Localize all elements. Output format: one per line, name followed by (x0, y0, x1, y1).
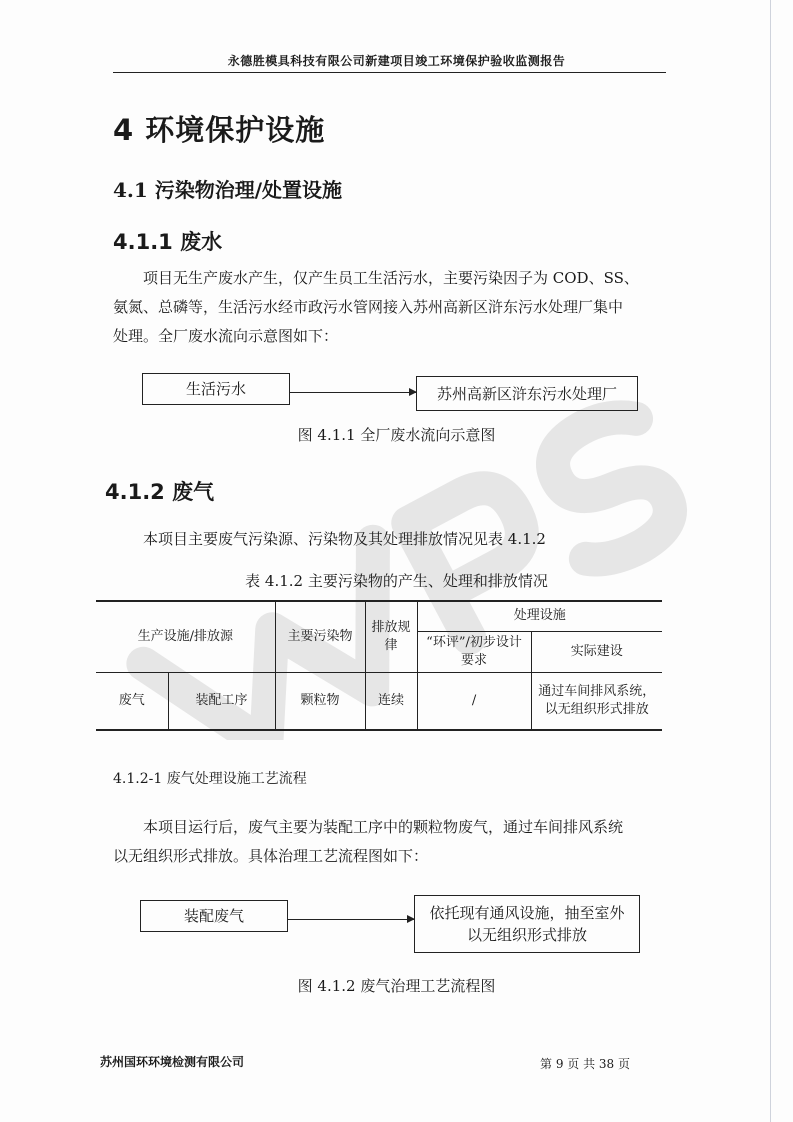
table-row (96, 672, 662, 730)
flow-arrow (288, 919, 414, 920)
paragraph-line: 项目无生产废水产生，仅产生员工生活污水，主要污染因子为 COD、SS、 (143, 269, 639, 287)
header-facility: 处理设施 (417, 601, 662, 631)
header-rule: 排放规律 (365, 601, 417, 672)
table-caption-4-1-2: 表 4.1.2 主要污染物的产生、处理和排放情况 (245, 572, 548, 590)
flow-box-assembly-gas: 装配废气 (140, 900, 288, 932)
paragraph-line: 本项目运行后，废气主要为装配工序中的颗粒物废气，通过车间排风系统 (143, 818, 624, 836)
header-actual: 实际建设 (531, 631, 662, 672)
wastewater-paragraph (113, 264, 673, 351)
cell-actual: 通过车间排风系统，以无组织形式排放 (531, 672, 662, 730)
flow-box-domestic-sewage: 生活污水 (142, 373, 290, 405)
waste-gas-intro (113, 525, 673, 554)
paragraph-line: 氨氮、总磷等，生活污水经市政污水管网接入苏州高新区浒东污水处理厂集中 (113, 298, 624, 316)
table-header-row (96, 601, 662, 631)
section-title: 4 环境保护设施 (113, 113, 326, 147)
header-eia: “环评”/初步设计要求 (417, 631, 531, 672)
footer-company: 苏州国环环境检测有限公司 (100, 1055, 245, 1069)
paragraph-line: 以无组织形式排放。具体治理工艺流程图如下： (113, 847, 429, 865)
page-edge-line (770, 0, 771, 1122)
wastewater-heading: 4.1.1 废水 (113, 230, 223, 254)
header-source: 生产设施/排放源 (96, 601, 275, 672)
paragraph-line: 本项目主要废气污染源、污染物及其处理排放情况见表 4.1.2 (143, 530, 546, 548)
cell-eia: / (417, 672, 531, 730)
process-subtitle: 4.1.2-1 废气处理设施工艺流程 (113, 771, 307, 787)
running-header: 永德胜模具科技有限公司新建项目竣工环境保护验收监测报告 (227, 54, 566, 68)
waste-gas-heading: 4.1.2 废气 (105, 480, 215, 504)
cell-type: 废气 (96, 672, 168, 730)
footer-page-number: 第 9 页 共 38 页 (540, 1057, 630, 1071)
process-paragraph (113, 813, 673, 871)
figure-caption-4-1-2: 图 4.1.2 废气治理工艺流程图 (297, 977, 496, 995)
figure-caption-4-1-1: 图 4.1.1 全厂废水流向示意图 (297, 426, 496, 444)
cell-pollutant: 颗粒物 (275, 672, 365, 730)
paragraph-line: 处理。全厂废水流向示意图如下： (113, 327, 339, 345)
subsection-title: 4.1 污染物治理/处置设施 (113, 178, 343, 202)
flow-box-ventilation-discharge: 依托现有通风设施，抽至室外以无组织形式排放 (414, 895, 640, 953)
flow-box-treatment-plant: 苏州高新区浒东污水处理厂 (416, 376, 638, 411)
header-rule (113, 72, 666, 73)
pollutant-table (96, 600, 662, 731)
flow-arrow (290, 392, 416, 393)
cell-rule: 连续 (365, 672, 417, 730)
header-pollutant: 主要污染物 (275, 601, 365, 672)
cell-process: 装配工序 (168, 672, 275, 730)
